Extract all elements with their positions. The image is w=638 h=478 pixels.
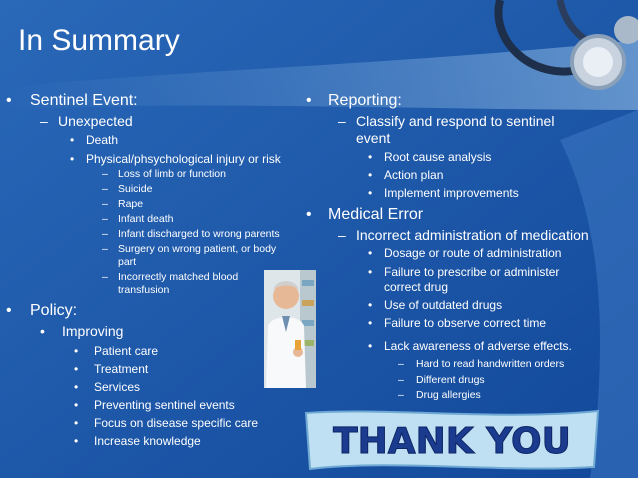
bullet: •: [368, 150, 373, 164]
list-item-cont: correct drug: [384, 280, 449, 294]
list-item: Increase knowledge: [94, 434, 201, 448]
list-item-cont: transfusion: [118, 284, 170, 296]
unexpected-label: Unexpected: [58, 113, 133, 129]
bullet: •: [74, 380, 79, 394]
list-item: Treatment: [94, 362, 149, 376]
dash-bullet: –: [102, 198, 108, 210]
stethoscope-icon: [470, 0, 638, 110]
improving-label: Improving: [62, 323, 124, 339]
dash-bullet: –: [40, 113, 48, 129]
dash-bullet: –: [102, 213, 108, 225]
dash-bullet: –: [102, 228, 108, 240]
bullet: •: [368, 339, 373, 353]
policy-label: Policy:: [30, 302, 78, 319]
medical-error-label: Medical Error: [328, 206, 424, 223]
reporting-label: Reporting:: [328, 92, 402, 109]
bullet: •: [368, 298, 373, 312]
bullet: •: [74, 362, 79, 376]
pharmacist-photo: [264, 270, 316, 388]
bullet: •: [74, 344, 79, 358]
list-item: Hard to read handwritten orders: [416, 358, 565, 370]
dash-bullet: –: [102, 271, 108, 283]
list-item: Different drugs: [416, 374, 485, 386]
list-item: Root cause analysis: [384, 150, 492, 164]
bullet: •: [74, 434, 79, 448]
list-item: Infant discharged to wrong parents: [118, 228, 280, 240]
dash-bullet: –: [338, 113, 346, 129]
list-item: Focus on disease specific care: [94, 416, 259, 430]
bullet: •: [368, 186, 373, 200]
list-item: Services: [94, 380, 141, 394]
list-item-cont: part: [118, 256, 137, 268]
bullet: •: [368, 168, 373, 182]
bullet: •: [306, 206, 312, 223]
dash-bullet: –: [102, 183, 108, 195]
thank-you-banner: [302, 407, 602, 473]
sentinel-event-label: Sentinel Event:: [30, 92, 138, 109]
list-item: Lack awareness of adverse effects.: [384, 339, 572, 353]
list-item: Failure to prescribe or administer: [384, 265, 560, 279]
dash-bullet: –: [102, 168, 108, 180]
list-item: Physical/phsychological injury or risk: [86, 152, 281, 166]
list-item: Use of outdated drugs: [384, 298, 503, 312]
list-item: Failure to observe correct time: [384, 316, 547, 330]
list-item: Infant death: [118, 213, 174, 225]
bullet: •: [368, 265, 373, 279]
list-item: Patient care: [94, 344, 159, 358]
bullet: •: [306, 92, 312, 109]
list-item: Classify and respond to sentinel: [356, 113, 555, 129]
bullet: •: [6, 92, 12, 109]
bullet: •: [70, 133, 75, 147]
list-item: Death: [86, 133, 119, 147]
list-item: Incorrect administration of medication: [356, 227, 589, 243]
list-item: Preventing sentinel events: [94, 398, 235, 412]
thank-you-text: THANK YOU: [333, 421, 571, 462]
dash-bullet: –: [398, 389, 404, 401]
bullet: •: [74, 398, 79, 412]
bullet: •: [368, 246, 373, 260]
bullet: •: [74, 416, 79, 430]
list-item: Incorrectly matched blood: [118, 271, 239, 283]
list-item: Drug allergies: [416, 389, 481, 401]
list-item-cont: event: [356, 130, 391, 146]
page-title: In Summary: [18, 24, 180, 57]
list-item: Suicide: [118, 183, 153, 195]
bullet: •: [70, 152, 75, 166]
bullet: •: [40, 323, 45, 339]
dash-bullet: –: [102, 243, 108, 255]
bullet: •: [6, 302, 12, 319]
dash-bullet: –: [398, 374, 404, 386]
dash-bullet: –: [398, 358, 404, 370]
list-item: Surgery on wrong patient, or body: [118, 243, 277, 255]
list-item: Rape: [118, 198, 144, 210]
list-item: Dosage or route of administration: [384, 246, 562, 260]
list-item: Implement improvements: [384, 186, 519, 200]
dash-bullet: –: [338, 227, 346, 243]
bullet: •: [368, 316, 373, 330]
list-item: Action plan: [384, 168, 444, 182]
list-item: Loss of limb or function: [118, 168, 226, 180]
